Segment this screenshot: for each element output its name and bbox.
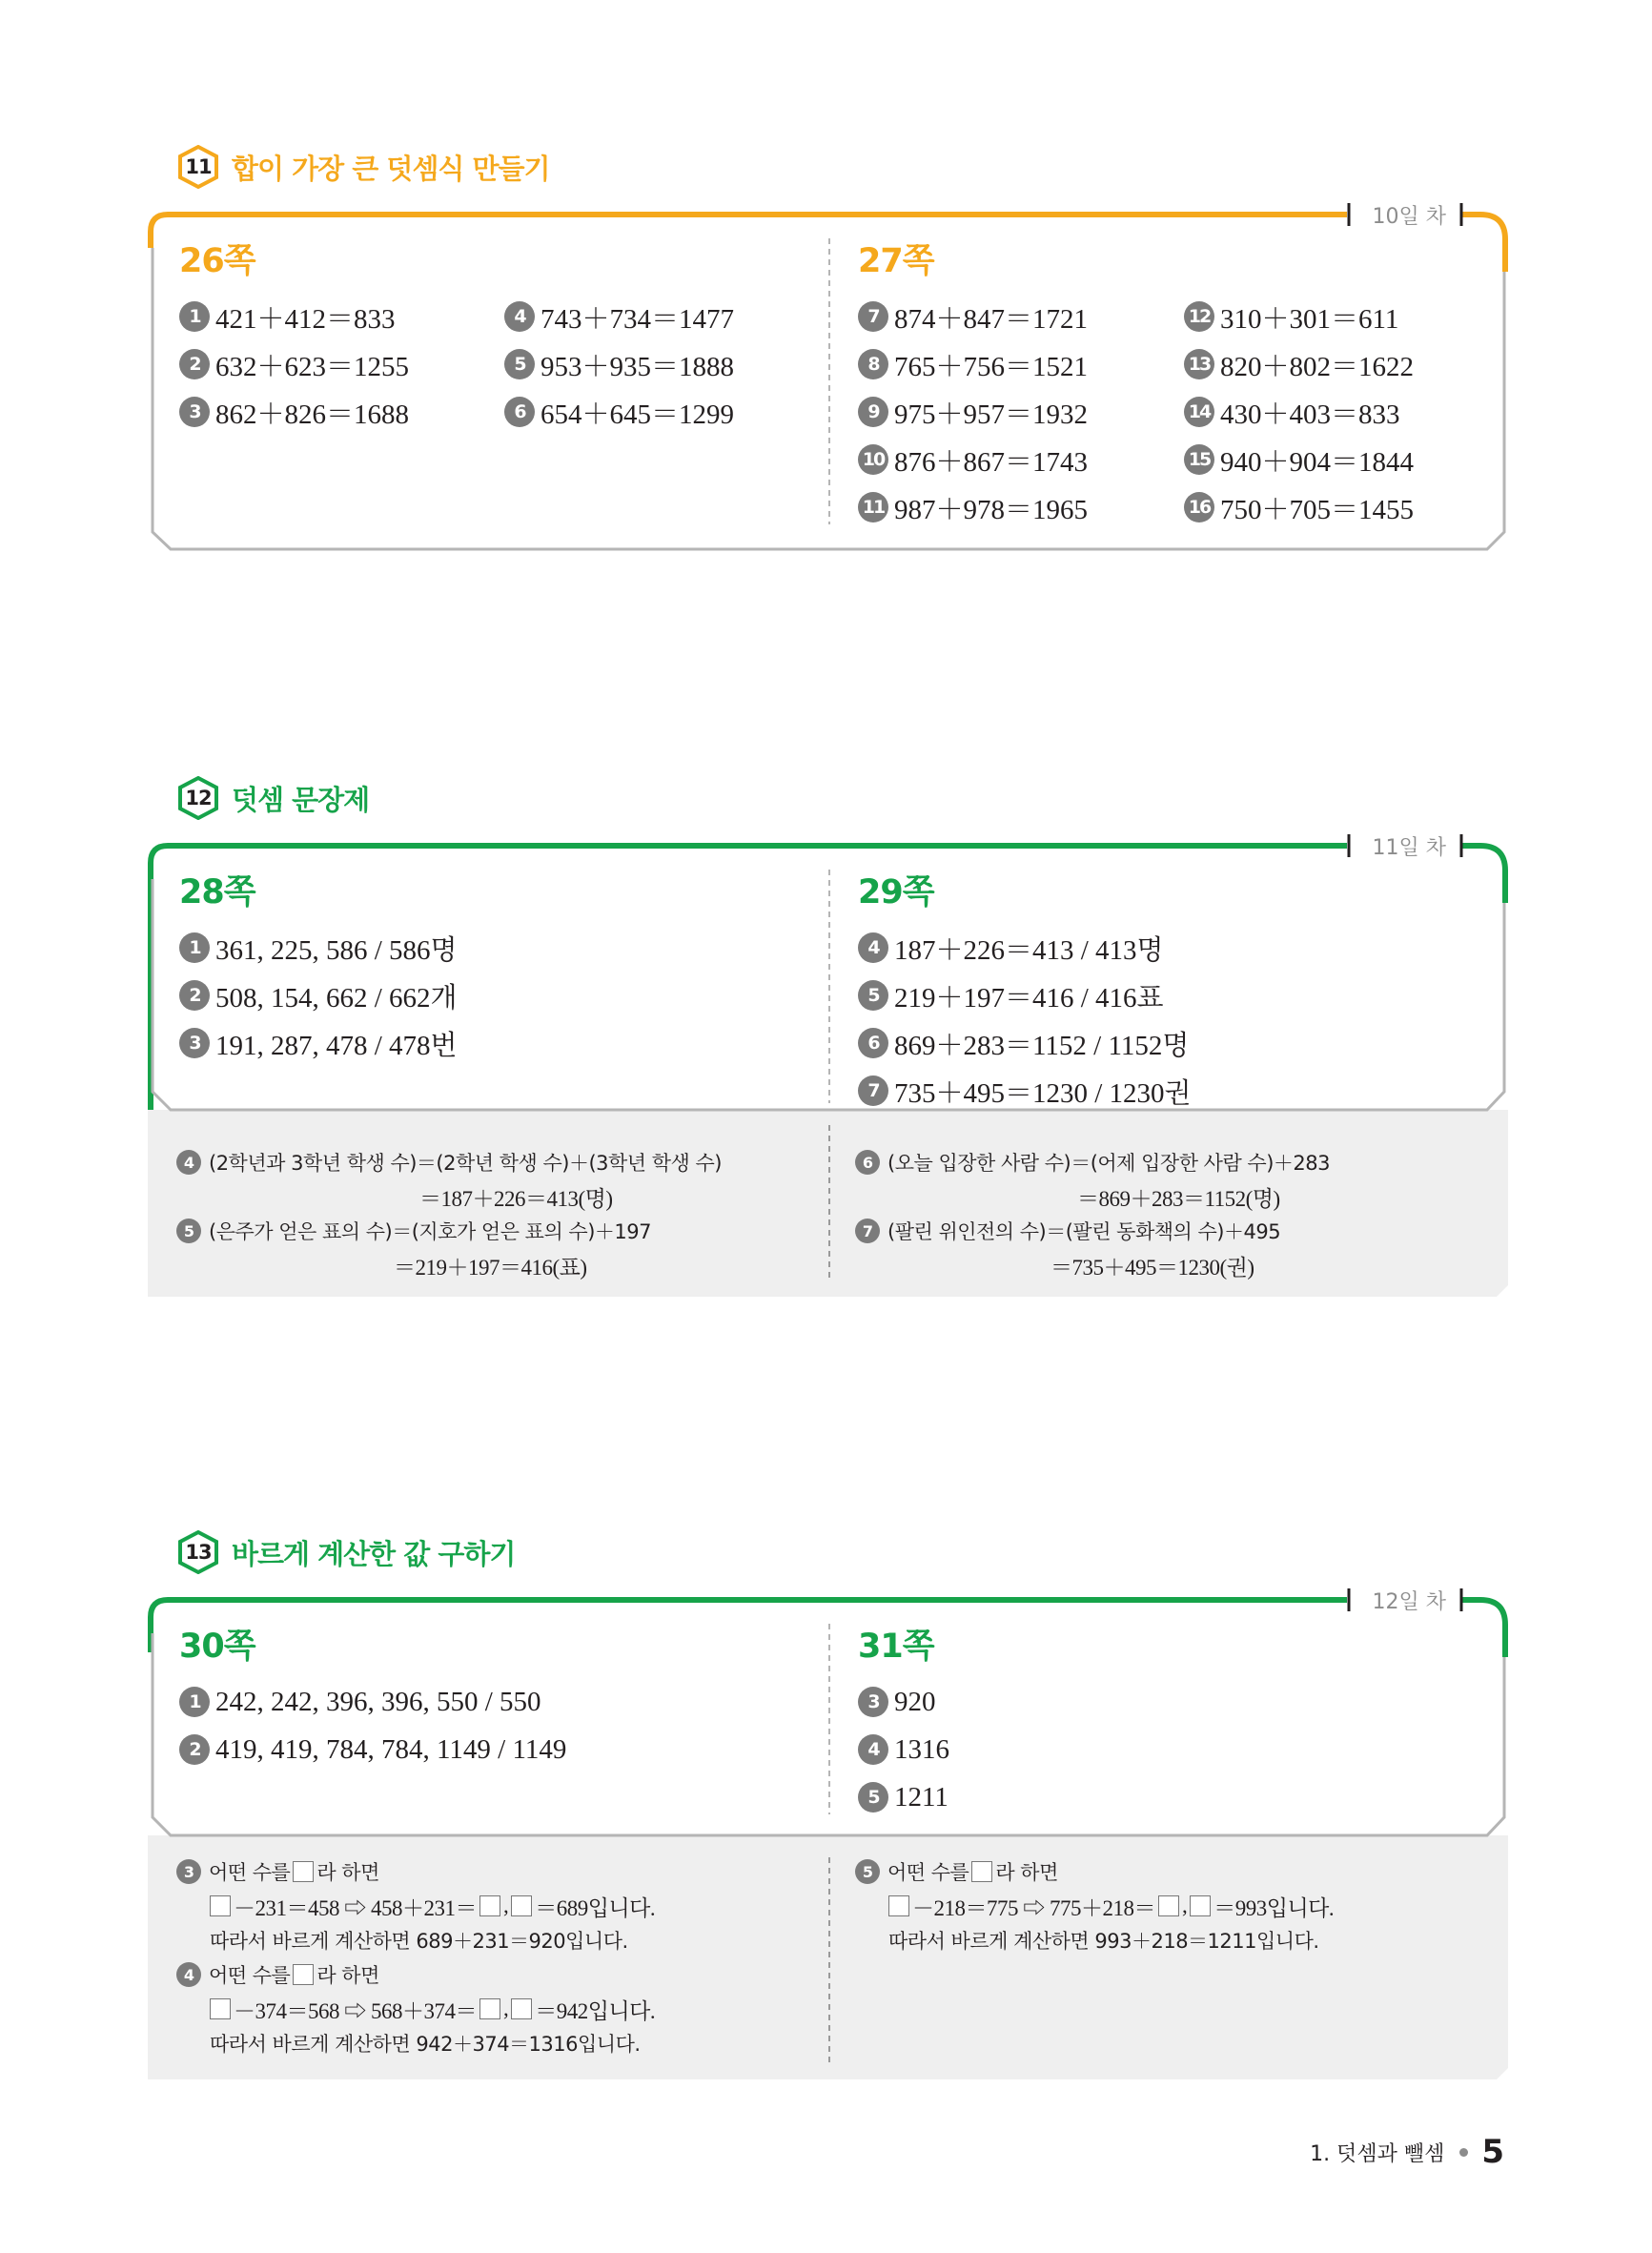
answer-item: 5 219＋197＝416 / 416표 [858, 974, 1164, 1016]
answer-item: 6 869＋283＝1152 / 1152명 [858, 1022, 1189, 1064]
blank-box [479, 1895, 500, 1916]
answer-item: 2 419, 419, 784, 784, 1149 / 1149 [179, 1729, 566, 1771]
answer-item: 3 862＋826＝1688 [179, 391, 409, 433]
blank-box [293, 1964, 314, 1985]
answer-item: 1 421＋412＝833 [179, 296, 396, 338]
section-11-badge: 11 [176, 145, 220, 189]
solution-line: －231＝458 ⇨ 458＋231＝ , ＝689입니다. [207, 1890, 655, 1922]
section-12-badge: 12 [176, 776, 220, 820]
answer-item: 7 735＋495＝1230 / 1230권 [858, 1070, 1192, 1112]
answer-item: 5 953＋935＝1888 [504, 343, 734, 385]
page-footer [1310, 2133, 1504, 2171]
solution-line: ＝869＋283＝1152(명) [1077, 1186, 1280, 1211]
answer-item: 13 820＋802＝1622 [1184, 343, 1414, 385]
section-13-badge: 13 [176, 1530, 220, 1574]
answer-item: 4 187＋226＝413 / 413명 [858, 927, 1164, 969]
page-29-title: 29쪽 [858, 873, 934, 911]
solution-line: ＝219＋197＝416(표) [394, 1255, 587, 1280]
footer-dot [1459, 2148, 1468, 2157]
section-11-title: 합이 가장 큰 덧셈식 만들기 [232, 152, 550, 185]
solution-line: 따라서 바르게 계산하면 689＋231＝920입니다. [210, 1930, 628, 1953]
answer-item: 3 191, 287, 478 / 478번 [179, 1022, 458, 1064]
answer-item: 12 310＋301＝611 [1184, 296, 1398, 338]
solution-line: 따라서 바르게 계산하면 942＋374＝1316입니다. [210, 2033, 641, 2056]
section-12-day: 11일 차 [1372, 836, 1446, 860]
solution-line: 5 어떤 수를 라 하면 [855, 1855, 1058, 1888]
answer-item: 11 987＋978＝1965 [858, 486, 1088, 528]
chapter-label: 1. 덧셈과 뺄셈 [1310, 2141, 1445, 2166]
section-11 [148, 143, 1513, 553]
solution-line: 따라서 바르게 계산하면 993＋218＝1211입니다. [888, 1930, 1319, 1953]
solution-line: ＝187＋226＝413(명) [419, 1186, 613, 1211]
answer-item: 7 874＋847＝1721 [858, 296, 1088, 338]
blank-box [511, 1895, 532, 1916]
page-26-title: 26쪽 [179, 242, 255, 280]
blank-box [479, 1998, 500, 2019]
blank-box [293, 1861, 314, 1882]
page-number: 5 [1481, 2133, 1504, 2171]
page-31-title: 31쪽 [858, 1628, 934, 1666]
section-13 [148, 1528, 1513, 2081]
answer-item: 16 750＋705＝1455 [1184, 486, 1414, 528]
answer-item: 6 654＋645＝1299 [504, 391, 734, 433]
blank-box [888, 1895, 909, 1916]
section-11-day: 10일 차 [1372, 205, 1446, 229]
solution-line: －374＝568 ⇨ 568＋374＝ , ＝942입니다. [207, 1993, 655, 2025]
answer-item: 4 743＋734＝1477 [504, 296, 734, 338]
answer-item: 1 361, 225, 586 / 586명 [179, 927, 458, 969]
answer-item: 14 430＋403＝833 [1184, 391, 1400, 433]
answer-item: 8 765＋756＝1521 [858, 343, 1088, 385]
section-12-title: 덧셈 문장제 [232, 783, 370, 816]
section-13-title: 바르게 계산한 값 구하기 [232, 1537, 516, 1570]
answer-item: 4 1316 [858, 1729, 949, 1771]
answer-item: 2 632＋623＝1255 [179, 343, 409, 385]
answer-item: 5 1211 [858, 1776, 948, 1818]
section-12 [148, 774, 1513, 1308]
blank-box [210, 1998, 231, 2019]
solution-line: 3 어떤 수를 라 하면 [176, 1855, 379, 1888]
page-28-title: 28쪽 [179, 873, 255, 911]
page-27-title: 27쪽 [858, 242, 934, 280]
solution-line: 4 (2학년과 3학년 학생 수)＝(2학년 학생 수)＋(3학년 학생 수) [176, 1146, 722, 1178]
answer-item: 2 508, 154, 662 / 662개 [179, 974, 458, 1016]
section-13-day: 12일 차 [1372, 1590, 1446, 1614]
answer-item: 3 920 [858, 1681, 936, 1723]
solution-line: ＝735＋495＝1230(권) [1050, 1255, 1254, 1280]
answer-item: 1 242, 242, 396, 396, 550 / 550 [179, 1681, 541, 1723]
blank-box [971, 1861, 992, 1882]
answer-item: 9 975＋957＝1932 [858, 391, 1088, 433]
solution-line: 4 어떤 수를 라 하면 [176, 1958, 379, 1991]
blank-box [1158, 1895, 1179, 1916]
solution-line: 7 (팔린 위인전의 수)＝(팔린 동화책의 수)＋495 [855, 1215, 1280, 1247]
blank-box [511, 1998, 532, 2019]
answer-item: 15 940＋904＝1844 [1184, 439, 1414, 481]
answer-item: 10 876＋867＝1743 [858, 439, 1088, 481]
blank-box [1190, 1895, 1211, 1916]
solution-line: 6 (오늘 입장한 사람 수)＝(어제 입장한 사람 수)＋283 [855, 1146, 1330, 1178]
blank-box [210, 1895, 231, 1916]
page-30-title: 30쪽 [179, 1628, 255, 1666]
solution-line: －218＝775 ⇨ 775＋218＝ , ＝993입니다. [886, 1890, 1334, 1922]
solution-line: 5 (은주가 얻은 표의 수)＝(지호가 얻은 표의 수)＋197 [176, 1215, 651, 1247]
